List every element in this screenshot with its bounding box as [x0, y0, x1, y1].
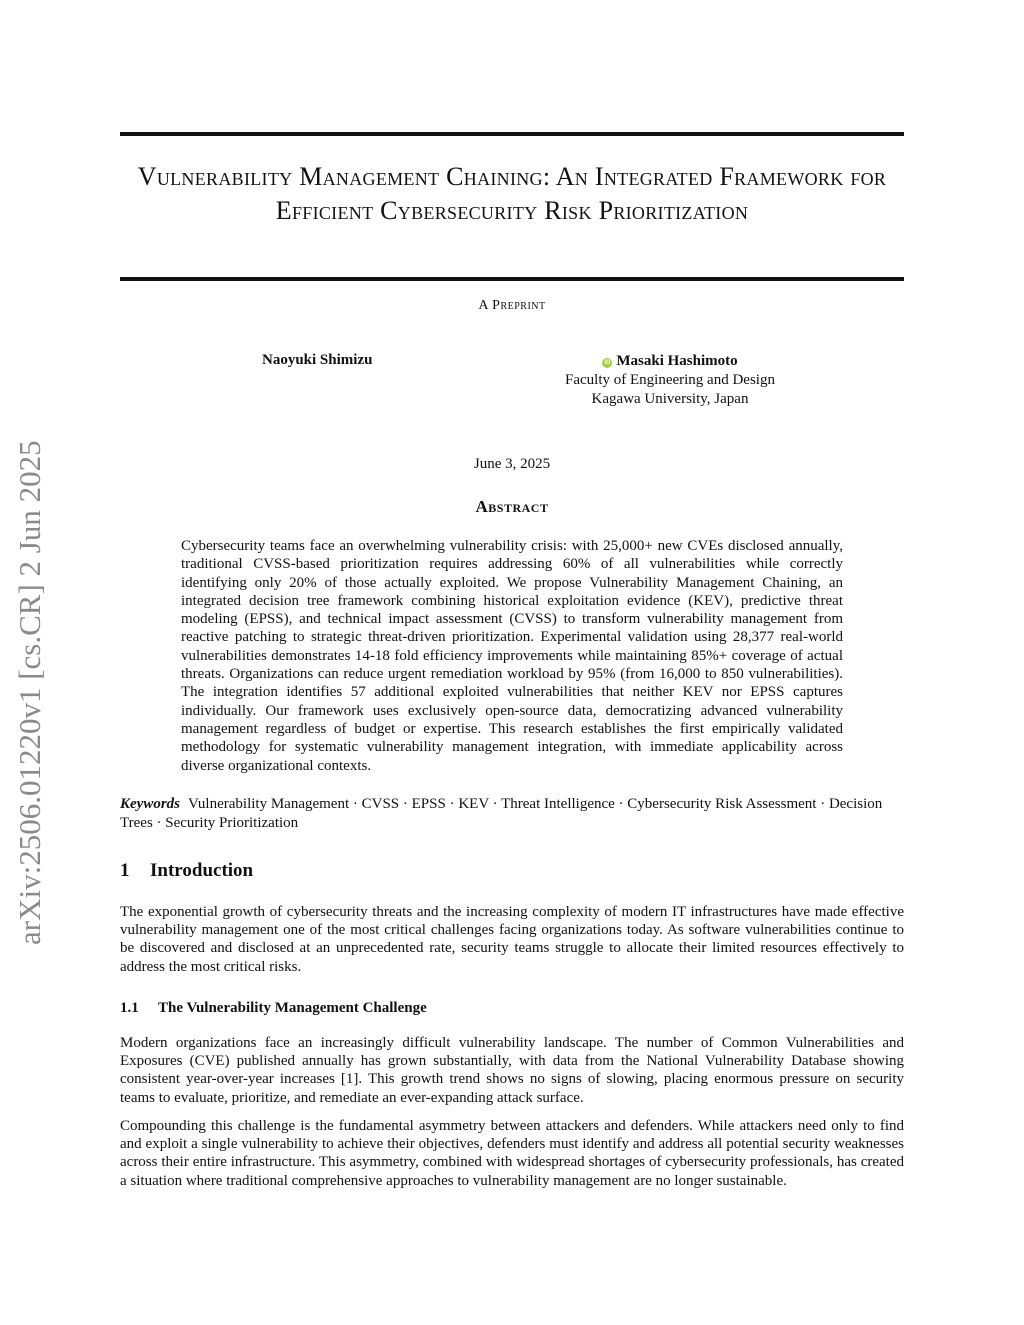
preprint-label: A Preprint: [478, 298, 546, 313]
author-affiliation: Faculty of Engineering and Design: [565, 372, 775, 388]
paragraph: The exponential growth of cybersecurity threats and the increasing complexity of modern IT infrastructures have made effective vulnerability management one of the most critical challenges facing organizations today. As software vulnerabilities continue to be discovered and disclosed at an unprecedented rate, security teams struggle to allocate their limited resources effectively to address the most critical risks.: [120, 904, 904, 975]
abstract-text: Cybersecurity teams face an overwhelming vulnerability crisis: with 25,000+ new CVEs disclosed annually, traditional CVSS-based prioritization requires addressing 60% of all vulnerabilities while correctly identifying only 20% of those actually exploited. We propose Vulnerability Management Chaining, an integrated decision tree framework combining historical exploitation evidence (KEV), predictive threat modeling (EPSS), and technical impact assessment (CVSS) to transform vulnerability management from reactive patching to strategic threat-driven prioritization. Experimental validation using 28,377 real-world vulnerabilities demonstrates 14-18 fold efficiency improvements while maintaining 85%+ coverage of actual threats. Organizations can reduce urgent remediation workload by 95% (from 16,000 to 850 vulnerabilities). The integration identifies 57 additional exploited vulnerabilities that neither KEV nor EPSS captures individually. Our framework uses exclusively open-source data, democratizing advanced vulnerability management regardless of budget or expertise. This research establishes the first empirically validated methodology for systematic vulnerability management integration, with immediate applicability across diverse organizational contexts.: [181, 538, 843, 774]
section-number: 1: [120, 860, 130, 881]
author-name: Masaki Hashimoto: [616, 353, 738, 369]
paragraph: Compounding this challenge is the fundamental asymmetry between attackers and defenders. While attackers need only to find and exploit a single vulnerability to achieve their objectives, defenders must identify and address all potential security weaknesses across their entire infrastructure. This asymmetry, combined with widespread shortages of cybersecurity professionals, has created a situation where traditional comprehensive approaches to vulnerability management are no longer sustainable.: [120, 1118, 904, 1189]
title-top-rule: [120, 132, 904, 136]
title-bottom-rule: [120, 277, 904, 281]
author-name: Naoyuki Shimizu: [262, 352, 373, 368]
paragraph: Modern organizations face an increasingly difficult vulnerability landscape. The number of Common Vulnerabilities and Exposures (CVE) published annually has grown substantially, with data from the National Vulnerability Database showing consistent year-over-year increases [1]. This growth trend shows no signs of slowing, placing enormous pressure on security teams to evaluate, prioritize, and remediate an ever-expanding attack surface.: [120, 1035, 904, 1106]
subsection-heading: [120, 1000, 427, 1017]
subsection-title: The Vulnerability Management Challenge: [158, 1000, 427, 1016]
subsection-number: 1.1: [120, 1000, 139, 1016]
section-heading: [120, 860, 253, 882]
author-affiliation: Kagawa University, Japan: [591, 391, 749, 407]
orcid-icon[interactable]: iD: [604, 360, 611, 366]
arxiv-side-stamp: arXiv:2506.01220v1 [cs.CR] 2 Jun 2025: [12, 440, 47, 945]
author-block: [520, 352, 820, 409]
paper-date: June 3, 2025: [473, 456, 551, 472]
paper-title: Vulnerability Management Chaining: An Integrated Framework for Efficient Cybersecurity Risk Prioritization: [137, 162, 887, 225]
keywords-label: Keywords: [120, 796, 180, 812]
keywords-text: Vulnerability Management · CVSS · EPSS · KEV · Threat Intelligence · Cybersecurity Risk Assessment · Decision Trees · Security Prioritization: [120, 796, 883, 831]
abstract-heading: Abstract: [475, 497, 549, 516]
section-title: Introduction: [150, 860, 254, 881]
keywords: [120, 795, 904, 833]
